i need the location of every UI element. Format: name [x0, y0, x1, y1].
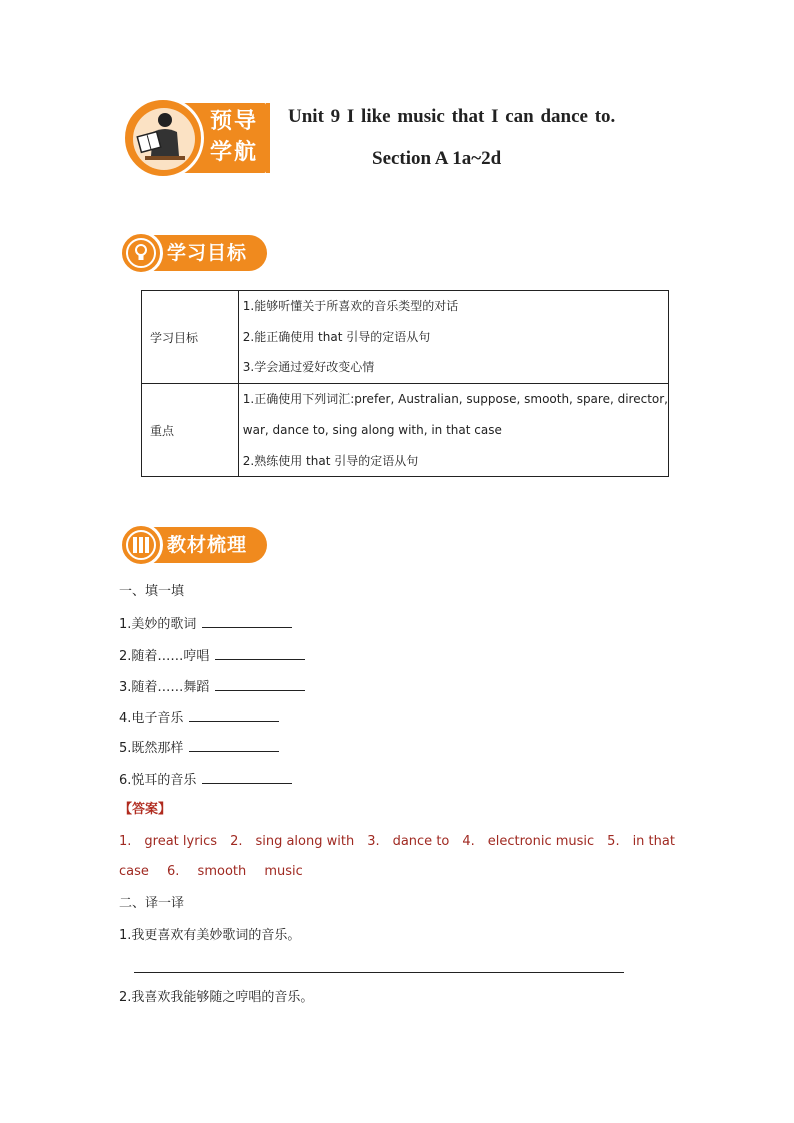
badge-stripe	[266, 103, 270, 173]
section-title: 教材梳理	[167, 534, 248, 556]
answer-heading: 【答案】	[119, 802, 172, 817]
lightbulb-icon	[119, 231, 163, 275]
table-value: 1.正确使用下列词汇:prefer, Australian, suppose, smooth, spare, director, war, dance to, sing along with, in that case 2.熟练使用 that 引导的定语从句	[238, 384, 668, 477]
table-value: 1.能够听懂关于所喜欢的音乐类型的对话 2.能正确使用 that 引导的定语从句 3.学会通过爱好改变心情	[238, 291, 668, 384]
fill-item: 4.电子音乐	[119, 707, 279, 729]
answer-blank[interactable]	[215, 676, 305, 691]
table-row	[142, 384, 669, 477]
table-row	[142, 291, 669, 384]
fill-item: 2.随着……哼唱	[119, 645, 305, 667]
page-subtitle: Section A 1a~2d	[372, 148, 502, 169]
answer-blank[interactable]	[202, 613, 292, 628]
section-tag-goals	[119, 231, 267, 275]
answer-blank[interactable]	[189, 707, 279, 722]
fill-item: 5.既然那样	[119, 737, 279, 759]
section-title: 学习目标	[167, 242, 248, 264]
section-tag-material	[119, 523, 267, 567]
fill-heading: 一、填一填	[119, 584, 185, 599]
table-key: 学习目标	[142, 291, 239, 384]
books-icon	[119, 523, 163, 567]
answer-line: case 6. smooth music	[119, 864, 303, 879]
reader-illustration-icon	[122, 97, 204, 179]
fill-item: 6.悦耳的音乐	[119, 769, 292, 791]
answer-blank[interactable]	[215, 645, 305, 660]
goals-table	[141, 290, 669, 477]
translate-item: 1.我更喜欢有美妙歌词的音乐。	[119, 928, 301, 943]
translate-item: 2.我喜欢我能够随之哼唱的音乐。	[119, 990, 314, 1005]
fill-item: 1.美妙的歌词	[119, 613, 292, 635]
answer-blank-line[interactable]	[134, 972, 624, 973]
answer-blank[interactable]	[189, 737, 279, 752]
fill-item: 3.随着……舞蹈	[119, 676, 305, 698]
header-badge	[122, 97, 270, 179]
table-key: 重点	[142, 384, 239, 477]
answer-blank[interactable]	[202, 769, 292, 784]
page-title: Unit 9 I like music that I can dance to.	[288, 106, 616, 127]
answer-line: 1. great lyrics 2. sing along with 3. dance to 4. electronic music 5. in that	[119, 834, 675, 849]
translate-heading: 二、译一译	[119, 896, 185, 911]
badge-text: 预导 学航	[209, 108, 258, 165]
